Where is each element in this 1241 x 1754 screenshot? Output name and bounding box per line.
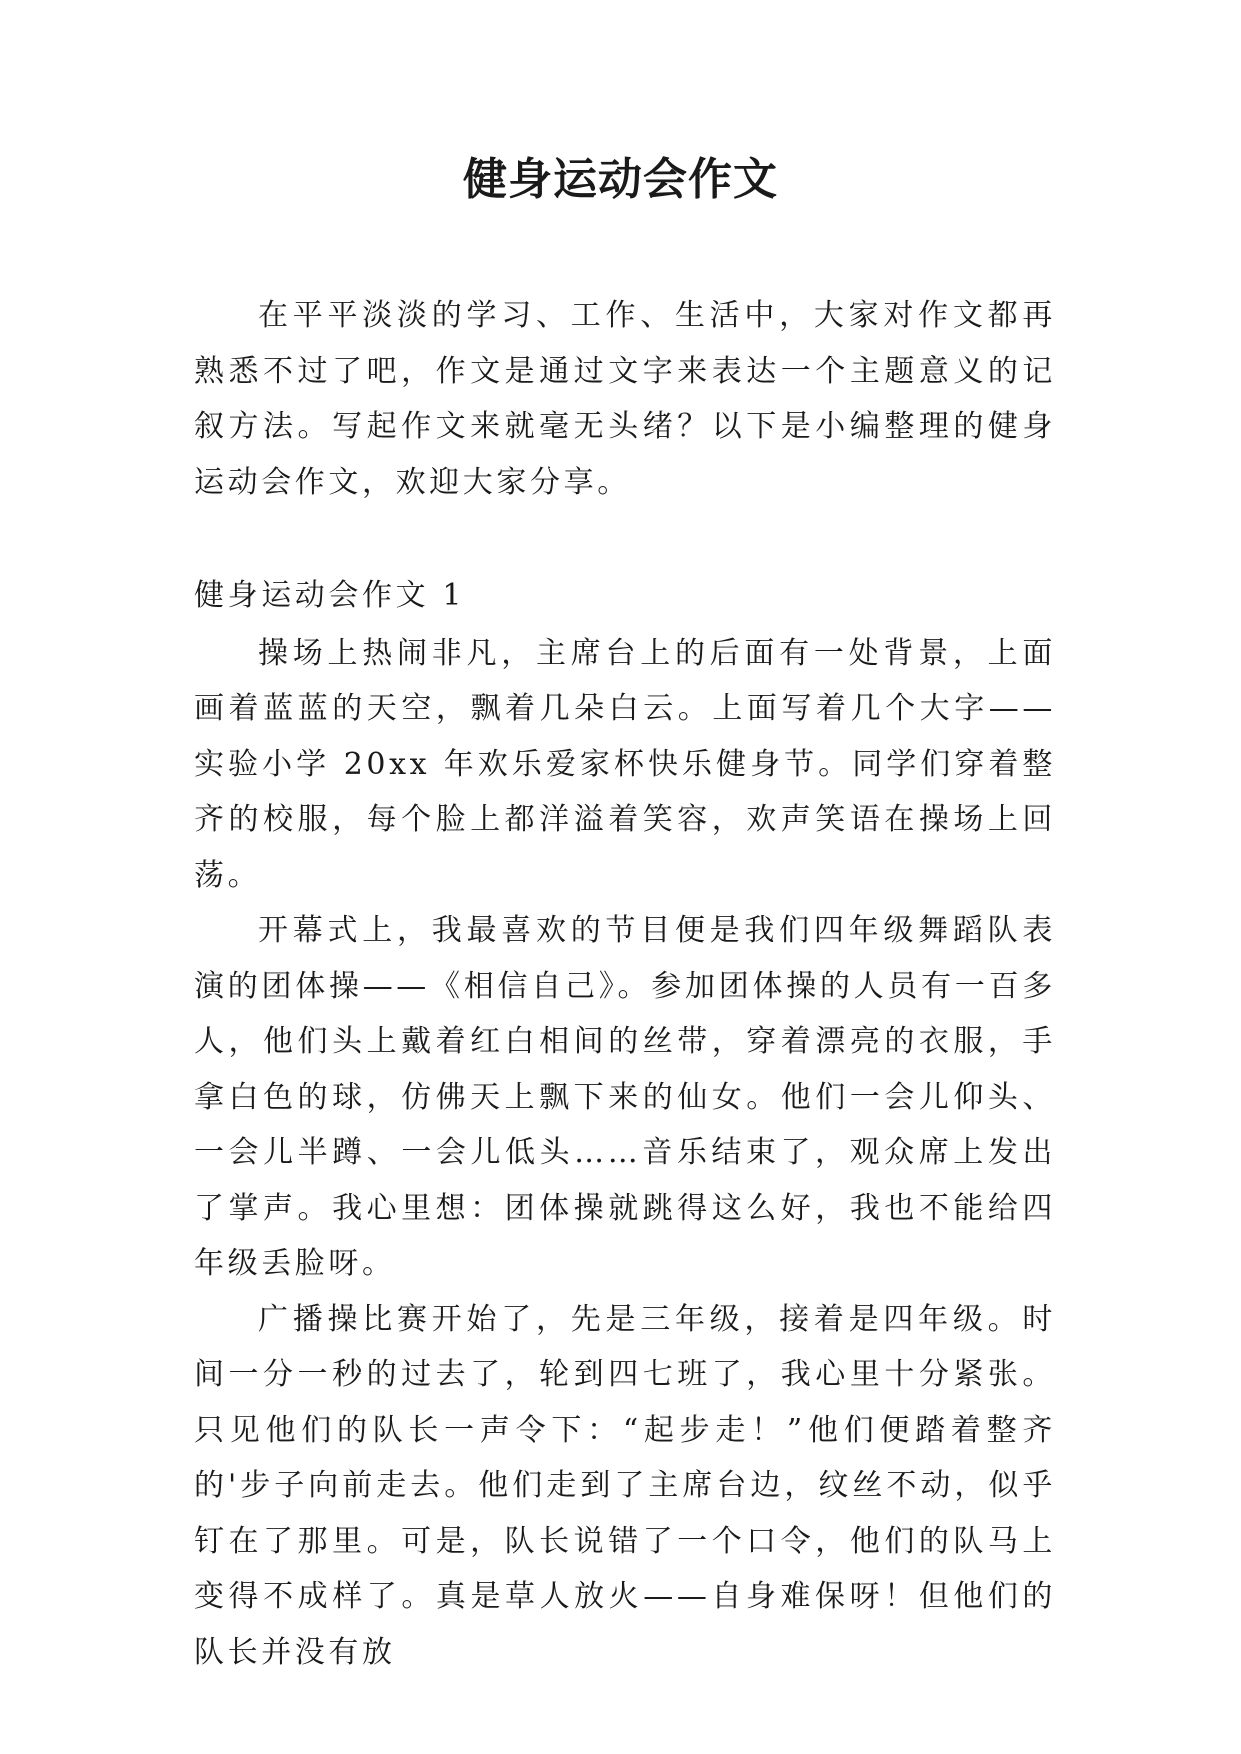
section-heading: 健身运动会作文 1: [194, 578, 466, 613]
body-paragraph-2: 开幕式上，我最喜欢的节目便是我们四年级舞蹈队表演的团体操——《相信自己》。参加团体操的人员有一百多人，他们头上戴着红白相间的丝带，穿着漂亮的衣服，手拿白色的球，仿佛天上飘下来的仙女。他们一会儿仰头、一会儿半蹲、一会儿低头……音乐结束了，观众席上发出了掌声。我心里想：团体操就跳得这么好，我也不能给四年级丢脸呀。: [194, 913, 1056, 1281]
document-body: [194, 288, 1056, 1680]
intro-paragraph: 在平平淡淡的学习、工作、生活中，大家对作文都再熟悉不过了吧，作文是通过文字来表达一个主题意义的记叙方法。写起作文来就毫无头绪？以下是小编整理的健身运动会作文，欢迎大家分享。: [194, 298, 1056, 500]
body-paragraph-3: 广播操比赛开始了，先是三年级，接着是四年级。时间一分一秒的过去了，轮到四七班了，我心里十分紧张。只见他们的队长一声令下：“起步走！”他们便踏着整齐的'步子向前走去。他们走到了主席台边，纹丝不动，似乎钉在了那里。可是，队长说错了一个口令，他们的队马上变得不成样了。真是草人放火——自身难保呀！但他们的队长并没有放: [194, 1301, 1056, 1670]
document-title: 健身运动会作文: [463, 154, 778, 205]
body-paragraph-1: 操场上热闹非凡，主席台上的后面有一处背景，上面画着蓝蓝的天空，飘着几朵白云。上面写着几个大字——实验小学 20xx 年欢乐爱家杯快乐健身节。同学们穿着整齐的校服，每个脸上都洋溢着笑容，欢声笑语在操场上回荡。: [194, 635, 1056, 893]
spacer: [194, 510, 1056, 568]
